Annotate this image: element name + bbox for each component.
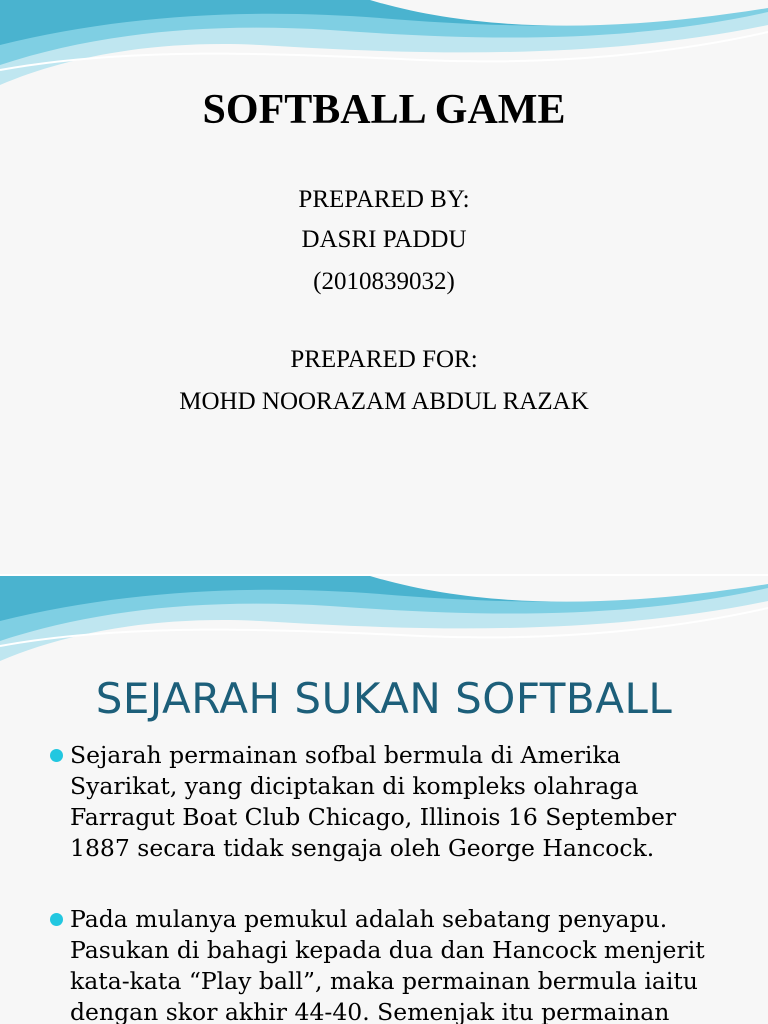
bullet-item	[50, 740, 740, 864]
slide-heading: SEJARAH SUKAN SOFTBALL	[95, 674, 673, 723]
bullet-line: Farragut Boat Club Chicago, Illinois 16 September	[70, 803, 677, 831]
bullet-line: Pasukan di bahagi kepada dua dan Hancock menjerit	[70, 936, 705, 964]
bullet-dot-icon	[50, 913, 63, 926]
bullet-dot-icon	[50, 749, 63, 762]
bullet-item	[50, 904, 740, 1024]
author-name: DASRI PADDU	[301, 226, 467, 253]
prepared-for-label: PREPARED FOR:	[290, 346, 478, 373]
bullet-line: 1887 secara tidak sengaja oleh George Hancock.	[70, 834, 655, 862]
bullet-line: Pada mulanya pemukul adalah sebatang penyapu.	[70, 905, 668, 933]
history-slide	[0, 576, 768, 1024]
author-id: (2010839032)	[313, 268, 455, 295]
prepared-by-label: PREPARED BY:	[298, 186, 470, 213]
bullet-line: dengan skor akhir 44-40. Semenjak itu permainan	[70, 998, 670, 1024]
wave-header-decoration	[0, 0, 768, 90]
bullet-line: Sejarah permainan sofbal bermula di Amerika	[70, 741, 621, 769]
presentation-title: SOFTBALL GAME	[202, 87, 566, 133]
wave-header-decoration	[0, 576, 768, 666]
bullet-line: Syarikat, yang diciptakan di kompleks olahraga	[70, 772, 639, 800]
bullet-line: kata-kata “Play ball”, maka permainan bermula iaitu	[70, 967, 698, 995]
recipient-name: MOHD NOORAZAM ABDUL RAZAK	[179, 388, 589, 415]
